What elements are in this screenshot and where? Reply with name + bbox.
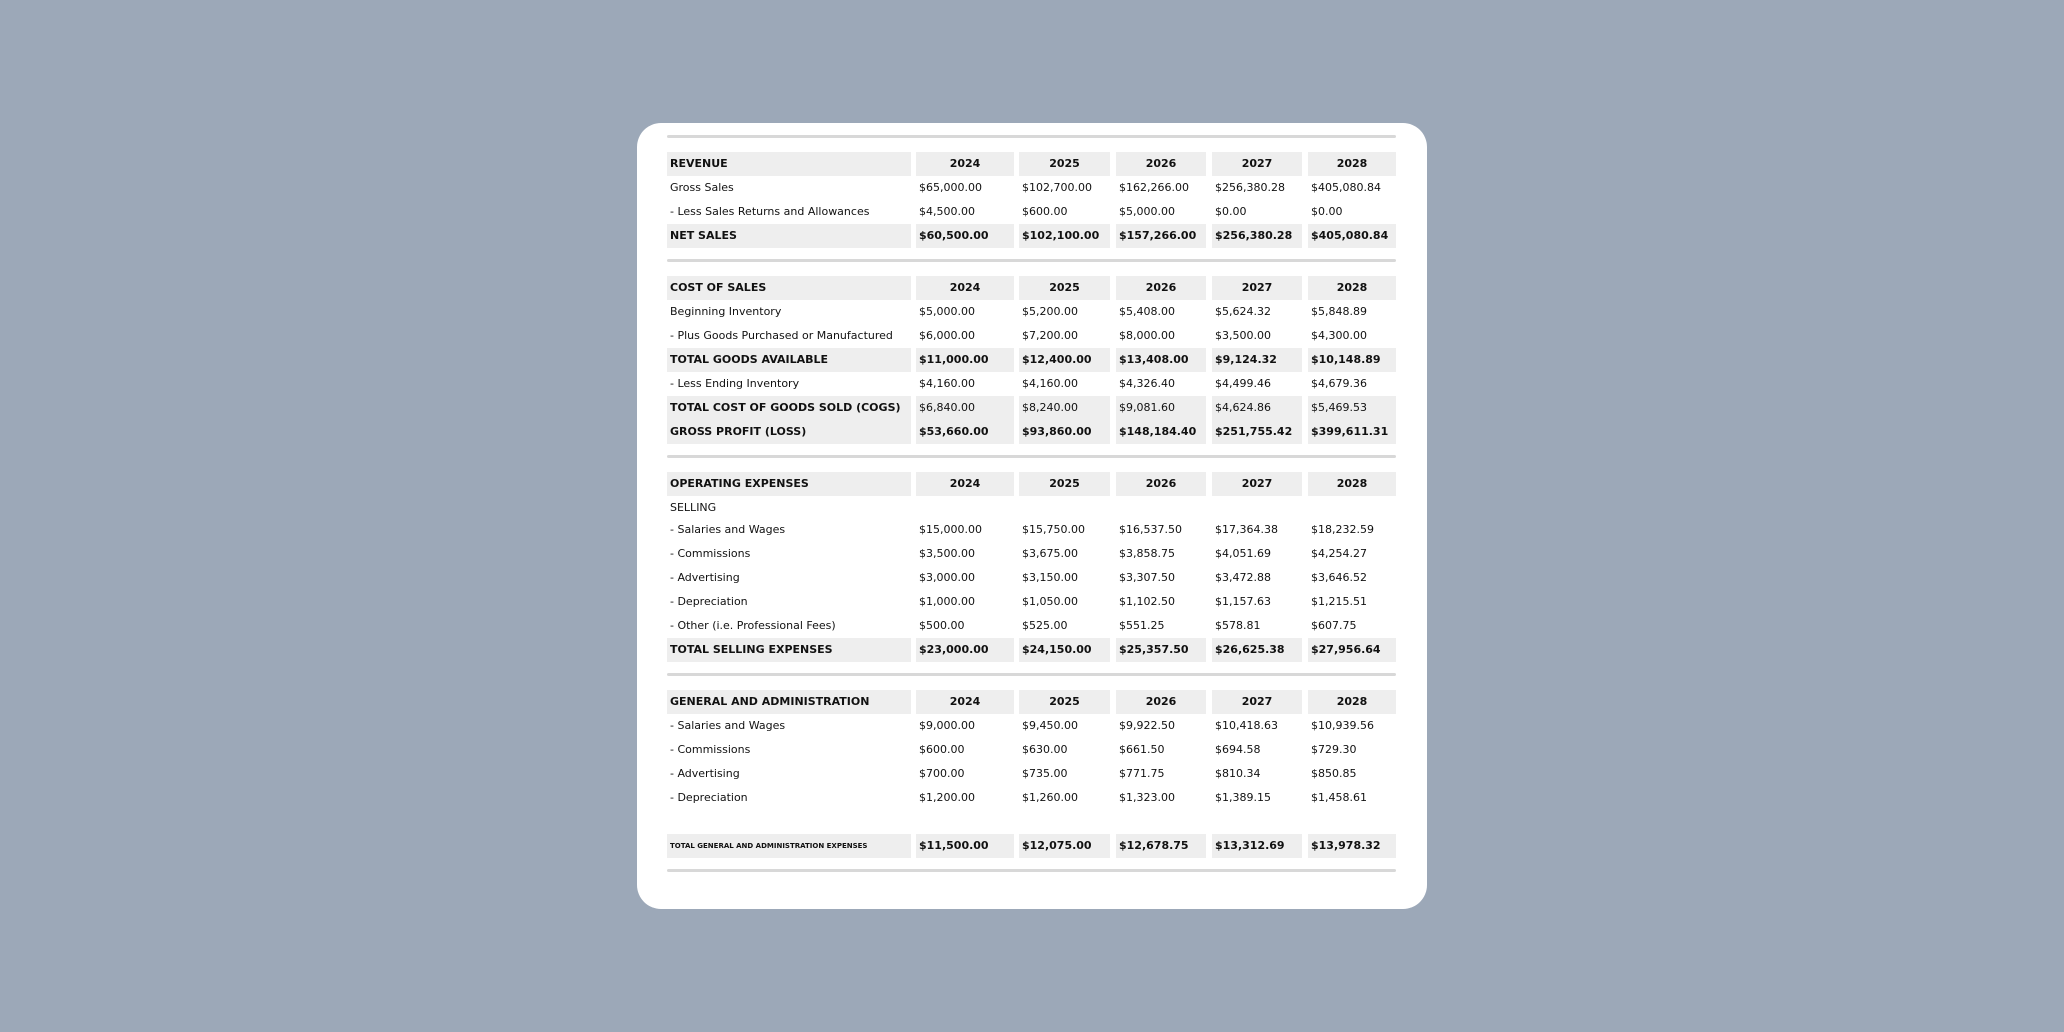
total-value: $157,266.00	[1116, 224, 1206, 248]
year-header: 2026	[1116, 152, 1206, 176]
table-row	[667, 590, 1396, 614]
total-value: $27,956.64	[1308, 638, 1396, 662]
row-value: $405,080.84	[1311, 181, 1381, 194]
row-value: $4,499.46	[1215, 377, 1271, 390]
table-row	[667, 518, 1396, 542]
table-row	[667, 324, 1396, 348]
table-row	[667, 614, 1396, 638]
total-label: TOTAL SELLING EXPENSES	[667, 638, 911, 662]
row-value: $9,000.00	[919, 719, 975, 732]
section-title: COST OF SALES	[667, 276, 911, 300]
row-label: - Advertising	[670, 571, 740, 584]
total-value: $25,357.50	[1116, 638, 1206, 662]
statement-container	[667, 135, 1396, 872]
operating-expenses-header-row	[667, 472, 1396, 496]
total-row	[667, 834, 1396, 858]
total-row	[667, 348, 1396, 372]
row-value: $729.30	[1311, 743, 1357, 756]
year-header: 2025	[1019, 152, 1110, 176]
table-row	[667, 566, 1396, 590]
row-value: $4,326.40	[1119, 377, 1175, 390]
row-value: $1,050.00	[1022, 595, 1078, 608]
cost-of-sales-header-row	[667, 276, 1396, 300]
row-value: $5,000.00	[919, 305, 975, 318]
revenue-header-row	[667, 152, 1396, 176]
row-value: $102,700.00	[1022, 181, 1092, 194]
table-row	[667, 542, 1396, 566]
row-label: Gross Sales	[670, 181, 734, 194]
year-header: 2027	[1212, 276, 1302, 300]
year-header: 2024	[916, 690, 1014, 714]
section-divider	[667, 869, 1396, 872]
row-value: $4,160.00	[1022, 377, 1078, 390]
row-value: $3,858.75	[1119, 547, 1175, 560]
total-value: $24,150.00	[1019, 638, 1110, 662]
general-admin-section	[667, 673, 1396, 872]
row-value: $1,458.61	[1311, 791, 1367, 804]
year-header: 2027	[1212, 472, 1302, 496]
row-value: $9,922.50	[1119, 719, 1175, 732]
row-value: $256,380.28	[1215, 181, 1285, 194]
year-header: 2024	[916, 152, 1014, 176]
row-value: $1,102.50	[1119, 595, 1175, 608]
operating-expenses-section	[667, 455, 1396, 673]
year-header: 2027	[1212, 152, 1302, 176]
row-value: $0.00	[1215, 205, 1247, 218]
row-value: $578.81	[1215, 619, 1261, 632]
row-value: $735.00	[1022, 767, 1068, 780]
total-value: $399,611.31	[1308, 420, 1396, 444]
row-value: $551.25	[1119, 619, 1165, 632]
row-value: $8,240.00	[1019, 396, 1110, 420]
row-value: $5,200.00	[1022, 305, 1078, 318]
row-label: - Less Ending Inventory	[670, 377, 800, 390]
total-label: TOTAL GOODS AVAILABLE	[667, 348, 911, 372]
year-header: 2025	[1019, 690, 1110, 714]
total-value: $102,100.00	[1019, 224, 1110, 248]
row-value: $4,254.27	[1311, 547, 1367, 560]
total-row	[667, 396, 1396, 420]
year-header: 2026	[1116, 472, 1206, 496]
year-header: 2026	[1116, 276, 1206, 300]
year-header: 2027	[1212, 690, 1302, 714]
row-label: - Depreciation	[670, 595, 748, 608]
row-value: $1,323.00	[1119, 791, 1175, 804]
total-label: TOTAL GENERAL AND ADMINISTRATION EXPENSES	[667, 834, 911, 858]
row-value: $65,000.00	[919, 181, 982, 194]
year-header: 2028	[1308, 690, 1396, 714]
row-value: $3,646.52	[1311, 571, 1367, 584]
row-value: $5,408.00	[1119, 305, 1175, 318]
revenue-section	[667, 135, 1396, 259]
row-value: $9,450.00	[1022, 719, 1078, 732]
row-value: $8,000.00	[1119, 329, 1175, 342]
table-row	[667, 372, 1396, 396]
year-header: 2025	[1019, 276, 1110, 300]
row-value: $525.00	[1022, 619, 1068, 632]
section-title: OPERATING EXPENSES	[667, 472, 911, 496]
year-header: 2025	[1019, 472, 1110, 496]
row-value: $1,157.63	[1215, 595, 1271, 608]
total-value: $11,500.00	[916, 834, 1014, 858]
row-value: $3,675.00	[1022, 547, 1078, 560]
total-value: $12,678.75	[1116, 834, 1206, 858]
row-label: - Advertising	[670, 767, 740, 780]
row-label: - Depreciation	[670, 791, 748, 804]
total-value: $12,400.00	[1019, 348, 1110, 372]
row-value: $18,232.59	[1311, 523, 1374, 536]
total-value: $10,148.89	[1308, 348, 1396, 372]
row-value: $1,215.51	[1311, 595, 1367, 608]
year-header: 2024	[916, 276, 1014, 300]
year-header: 2026	[1116, 690, 1206, 714]
row-label: - Plus Goods Purchased or Manufactured	[670, 329, 893, 342]
row-value: $4,500.00	[919, 205, 975, 218]
row-value: $4,300.00	[1311, 329, 1367, 342]
total-row	[667, 420, 1396, 444]
total-value: $53,660.00	[916, 420, 1014, 444]
total-value: $26,625.38	[1212, 638, 1302, 662]
row-label: Beginning Inventory	[670, 305, 782, 318]
cost-of-sales-section	[667, 259, 1396, 455]
row-value: $17,364.38	[1215, 523, 1278, 536]
total-label: NET SALES	[667, 224, 911, 248]
row-value: $6,840.00	[916, 396, 1014, 420]
total-value: $12,075.00	[1019, 834, 1110, 858]
row-value: $4,160.00	[919, 377, 975, 390]
table-row	[667, 176, 1396, 200]
row-value: $10,939.56	[1311, 719, 1374, 732]
row-label: - Commissions	[670, 743, 751, 756]
year-header: 2028	[1308, 472, 1396, 496]
total-value: $93,860.00	[1019, 420, 1110, 444]
row-value: $4,624.86	[1212, 396, 1302, 420]
total-value: $60,500.00	[916, 224, 1014, 248]
row-value: $1,260.00	[1022, 791, 1078, 804]
general-admin-header-row	[667, 690, 1396, 714]
table-row	[667, 738, 1396, 762]
row-value: $607.75	[1311, 619, 1357, 632]
row-value: $600.00	[1022, 205, 1068, 218]
total-row	[667, 638, 1396, 662]
row-value: $5,469.53	[1308, 396, 1396, 420]
subheader-row	[667, 498, 1396, 518]
section-title: GENERAL AND ADMINISTRATION	[667, 690, 911, 714]
row-value: $1,000.00	[919, 595, 975, 608]
row-value: $3,500.00	[1215, 329, 1271, 342]
row-value: $3,000.00	[919, 571, 975, 584]
row-value: $661.50	[1119, 743, 1165, 756]
row-value: $4,051.69	[1215, 547, 1271, 560]
total-label: GROSS PROFIT (LOSS)	[667, 420, 911, 444]
income-statement-card	[637, 123, 1427, 909]
section-title: REVENUE	[667, 152, 911, 176]
row-value: $3,500.00	[919, 547, 975, 560]
row-value: $5,624.32	[1215, 305, 1271, 318]
row-label: - Salaries and Wages	[670, 719, 786, 732]
table-row	[667, 762, 1396, 786]
subheader-label: SELLING	[670, 501, 717, 514]
row-value: $10,418.63	[1215, 719, 1278, 732]
row-value: $162,266.00	[1119, 181, 1189, 194]
row-value: $810.34	[1215, 767, 1261, 780]
year-header: 2028	[1308, 152, 1396, 176]
row-label: - Less Sales Returns and Allowances	[670, 205, 870, 218]
row-value: $7,200.00	[1022, 329, 1078, 342]
row-label: - Other (i.e. Professional Fees)	[670, 619, 836, 632]
row-value: $3,472.88	[1215, 571, 1271, 584]
row-value: $5,848.89	[1311, 305, 1367, 318]
row-value: $16,537.50	[1119, 523, 1182, 536]
total-value: $23,000.00	[916, 638, 1014, 662]
row-value: $5,000.00	[1119, 205, 1175, 218]
row-label: - Salaries and Wages	[670, 523, 786, 536]
total-value: $405,080.84	[1308, 224, 1396, 248]
total-value: $13,312.69	[1212, 834, 1302, 858]
row-value: $6,000.00	[919, 329, 975, 342]
row-value: $500.00	[919, 619, 965, 632]
row-value: $3,307.50	[1119, 571, 1175, 584]
row-value: $15,000.00	[919, 523, 982, 536]
row-value: $600.00	[919, 743, 965, 756]
row-value: $694.58	[1215, 743, 1261, 756]
row-value: $700.00	[919, 767, 965, 780]
row-value: $0.00	[1311, 205, 1343, 218]
table-row	[667, 300, 1396, 324]
total-row	[667, 224, 1396, 248]
row-value: $3,150.00	[1022, 571, 1078, 584]
row-value: $630.00	[1022, 743, 1068, 756]
row-value: $4,679.36	[1311, 377, 1367, 390]
table-row	[667, 786, 1396, 810]
table-row	[667, 714, 1396, 738]
year-header: 2024	[916, 472, 1014, 496]
total-value: $251,755.42	[1212, 420, 1302, 444]
row-label: - Commissions	[670, 547, 751, 560]
total-value: $11,000.00	[916, 348, 1014, 372]
row-value: $15,750.00	[1022, 523, 1085, 536]
total-value: $13,408.00	[1116, 348, 1206, 372]
year-header: 2028	[1308, 276, 1396, 300]
total-value: $13,978.32	[1308, 834, 1396, 858]
row-value: $850.85	[1311, 767, 1357, 780]
total-value: $256,380.28	[1212, 224, 1302, 248]
row-value: $771.75	[1119, 767, 1165, 780]
total-value: $148,184.40	[1116, 420, 1206, 444]
row-value: $1,200.00	[919, 791, 975, 804]
total-value: $9,124.32	[1212, 348, 1302, 372]
table-row	[667, 200, 1396, 224]
total-label: TOTAL COST OF GOODS SOLD (COGS)	[667, 396, 911, 420]
row-value: $9,081.60	[1116, 396, 1206, 420]
row-value: $1,389.15	[1215, 791, 1271, 804]
